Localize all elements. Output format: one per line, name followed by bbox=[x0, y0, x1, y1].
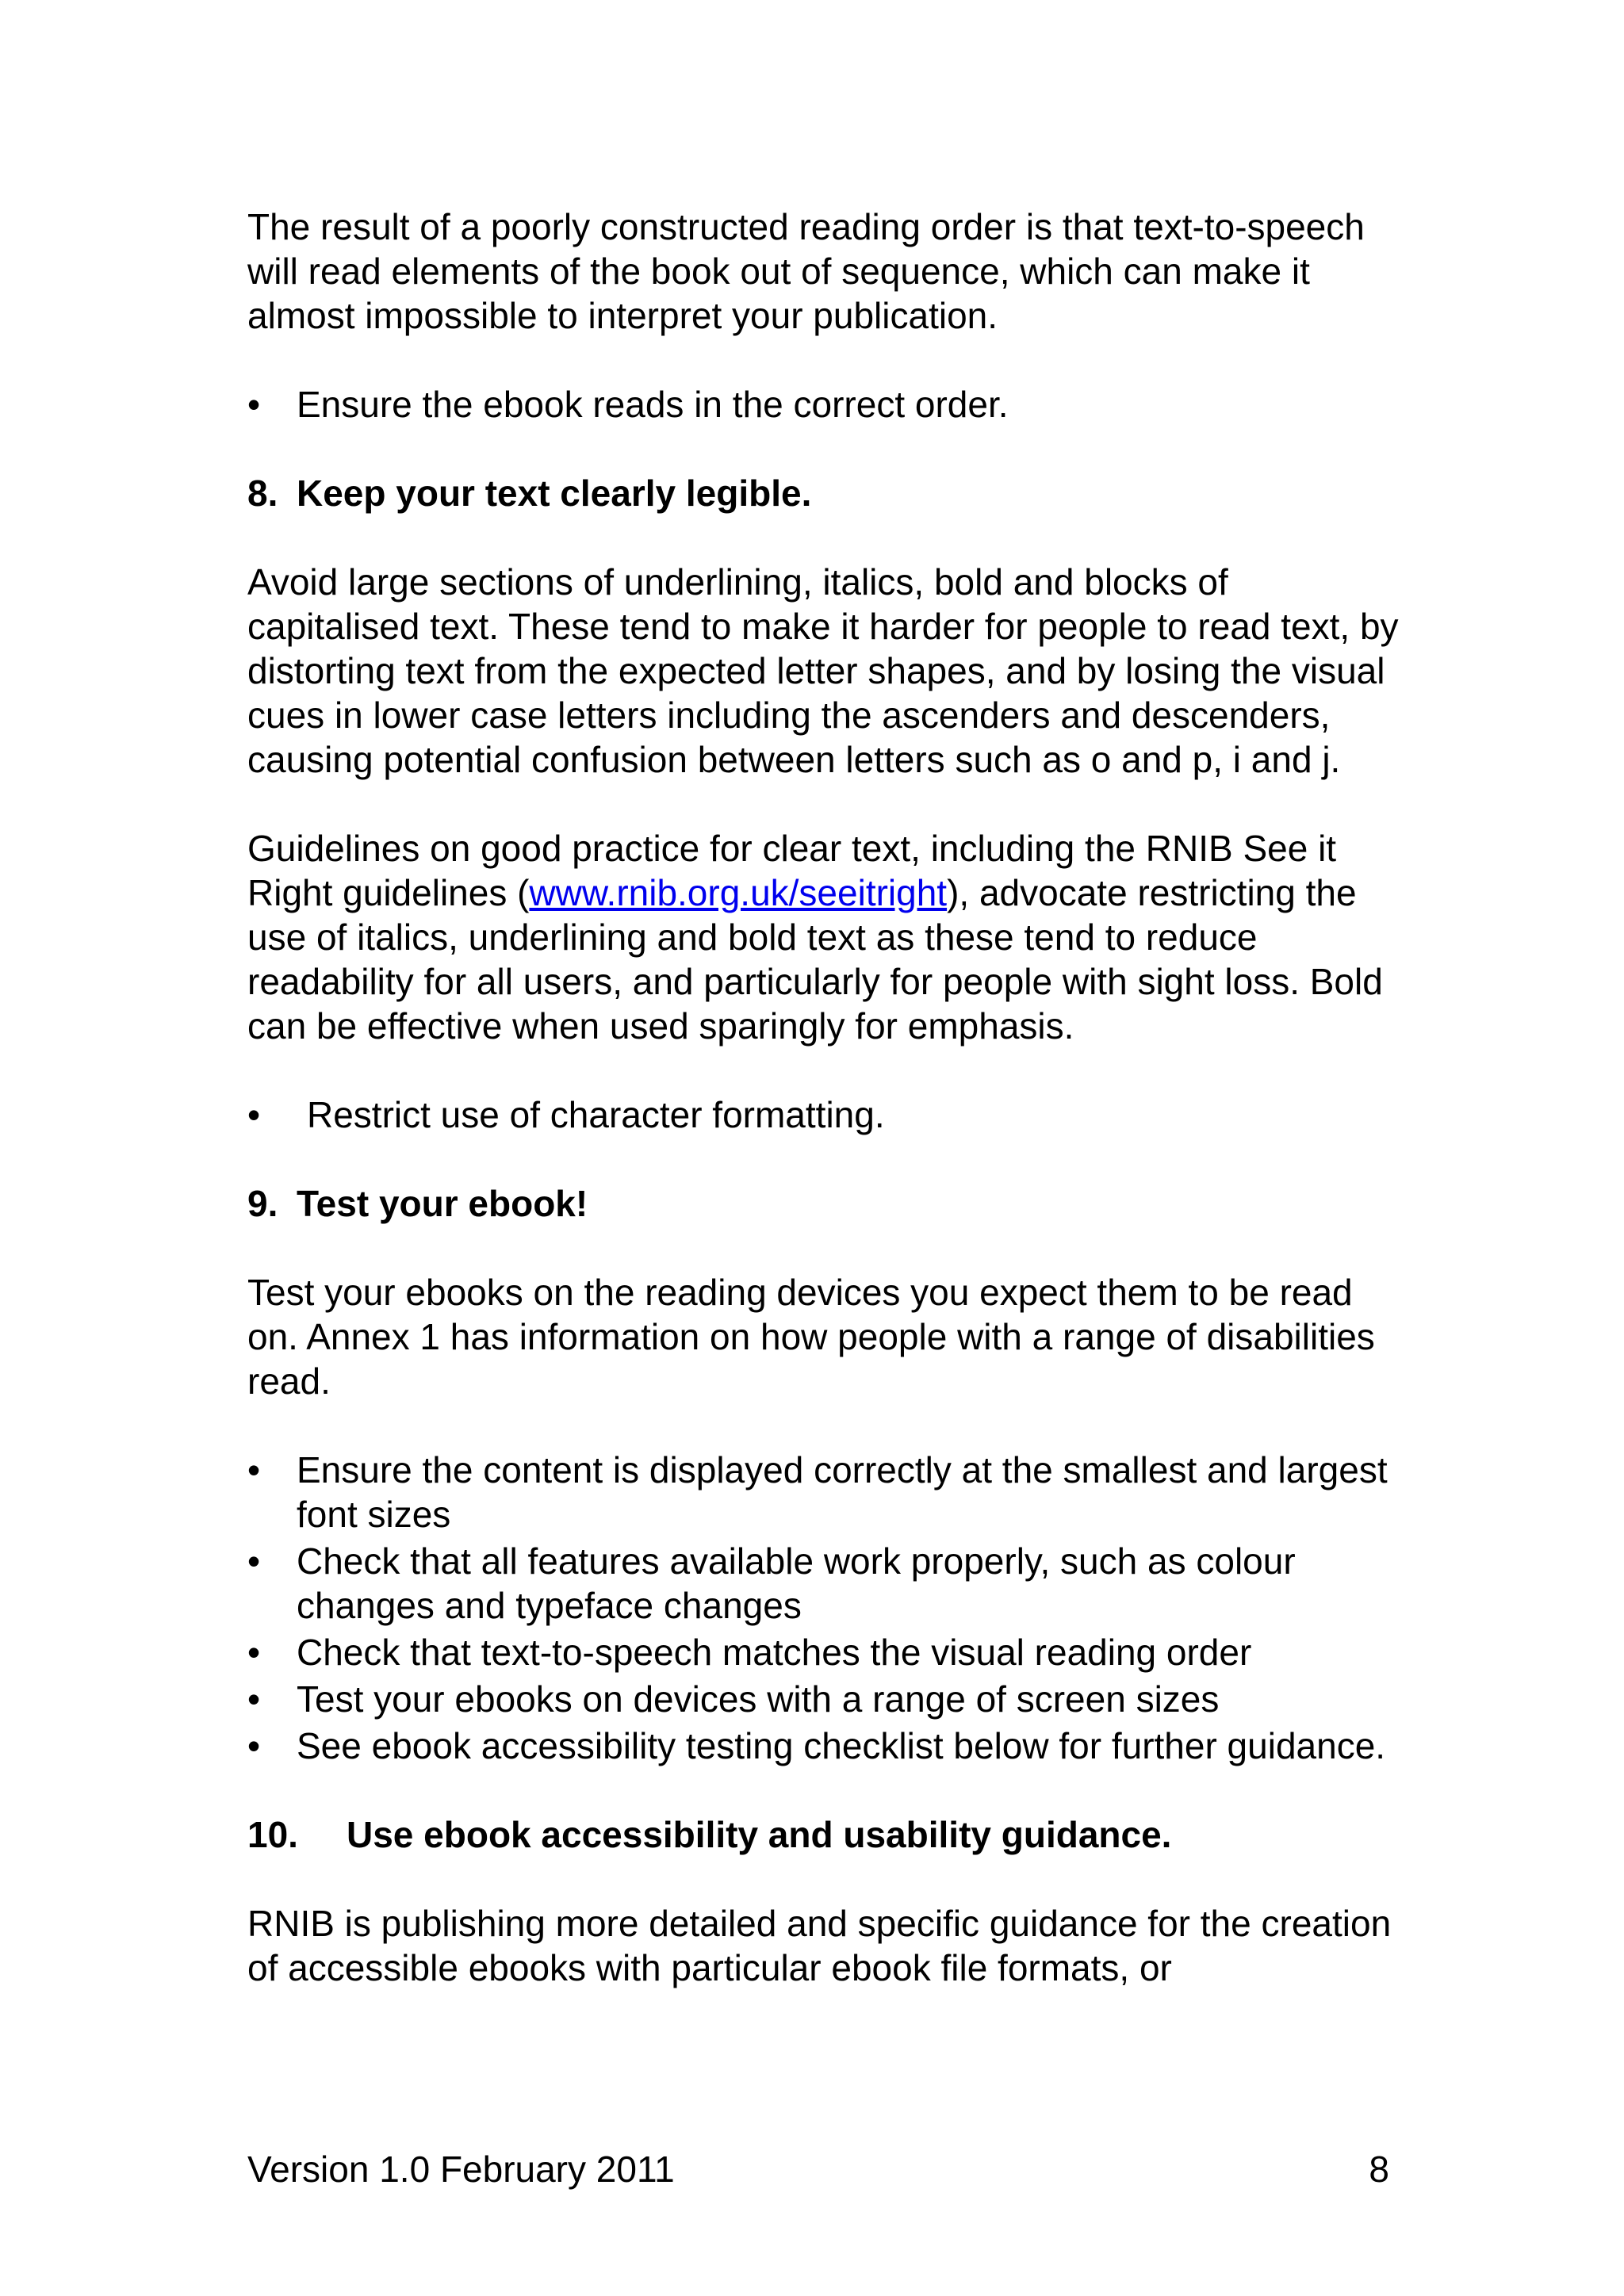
section-10-paragraph: RNIB is publishing more detailed and specific guidance for the creation of accessible ebooks with particular ebook file formats, or bbox=[247, 1903, 1392, 1988]
rnib-seeitright-link[interactable]: www.rnib.org.uk/seeitright bbox=[529, 872, 948, 913]
bullet-icon: • bbox=[247, 384, 261, 425]
section-9-heading bbox=[247, 1181, 1399, 1226]
formatting-list bbox=[247, 1093, 1399, 1137]
bullet-icon: • bbox=[247, 1449, 261, 1490]
testing-list bbox=[247, 1448, 1399, 1768]
section-title: Test your ebook! bbox=[297, 1183, 588, 1224]
section-10-heading bbox=[247, 1812, 1399, 1857]
version-label: Version 1.0 February 2011 bbox=[247, 2149, 675, 2190]
page-footer bbox=[247, 2147, 1389, 2191]
bullet-icon: • bbox=[247, 1094, 261, 1135]
list-item bbox=[247, 1677, 1399, 1721]
section-title: Keep your text clearly legible. bbox=[297, 473, 812, 514]
section-8-heading bbox=[247, 471, 1399, 515]
list-item bbox=[247, 382, 1399, 427]
section-number: 9. bbox=[247, 1183, 278, 1224]
list-item bbox=[247, 1448, 1399, 1536]
bullet-icon: • bbox=[247, 1540, 261, 1582]
list-item bbox=[247, 1630, 1399, 1674]
bullet-icon: • bbox=[247, 1678, 261, 1720]
list-item-text: Test your ebooks on devices with a range of screen sizes bbox=[297, 1678, 1220, 1720]
reading-order-list bbox=[247, 382, 1399, 427]
list-item-text: Ensure the ebook reads in the correct order. bbox=[297, 384, 1009, 425]
section-8-paragraph-1: Avoid large sections of underlining, italics, bold and blocks of capitalised text. These tend to make it harder for people to read text, by distorting text from the expected letter shapes, and by losing the visual cues in lower case letters including the ascenders and descenders, causing potential confusion between letters such as o and p, i and j. bbox=[247, 561, 1399, 780]
section-title: Use ebook accessibility and usability guidance. bbox=[347, 1814, 1172, 1855]
list-item-text: Restrict use of character formatting. bbox=[307, 1094, 885, 1135]
list-item-text: Check that all features available work properly, such as colour changes and typeface changes bbox=[297, 1540, 1296, 1626]
list-item bbox=[247, 1539, 1399, 1628]
list-item-text: Ensure the content is displayed correctly at the smallest and largest font sizes bbox=[297, 1449, 1388, 1535]
list-item-text: See ebook accessibility testing checklist below for further guidance. bbox=[297, 1725, 1386, 1766]
document-body bbox=[247, 205, 1399, 2034]
page-number: 8 bbox=[1369, 2149, 1389, 2190]
intro-paragraph: The result of a poorly constructed reading order is that text-to-speech will read elements of the book out of sequence, which can make it almost impossible to interpret your publication. bbox=[247, 206, 1365, 336]
section-number: 10. bbox=[247, 1814, 298, 1855]
bullet-icon: • bbox=[247, 1632, 261, 1673]
paragraph-text: ), advocate restricting the use of italics, underlining and bold text as these tend to reduce readability for all users, and particularly for people with sight loss. Bold can be effective when used sparingly for emphasis. bbox=[247, 872, 1383, 1047]
section-9-paragraph: Test your ebooks on the reading devices you expect them to be read on. Annex 1 has information on how people with a range of disabilities read. bbox=[247, 1272, 1375, 1402]
list-item bbox=[247, 1093, 1399, 1137]
bullet-icon: • bbox=[247, 1725, 261, 1766]
list-item-text: Check that text-to-speech matches the visual reading order bbox=[297, 1632, 1252, 1673]
section-8-paragraph-2 bbox=[247, 826, 1399, 1048]
list-item bbox=[247, 1724, 1399, 1768]
section-number: 8. bbox=[247, 473, 278, 514]
paragraph-text: Guidelines on good practice for clear text, including the RNIB See it Right guidelines ( bbox=[247, 828, 1337, 913]
